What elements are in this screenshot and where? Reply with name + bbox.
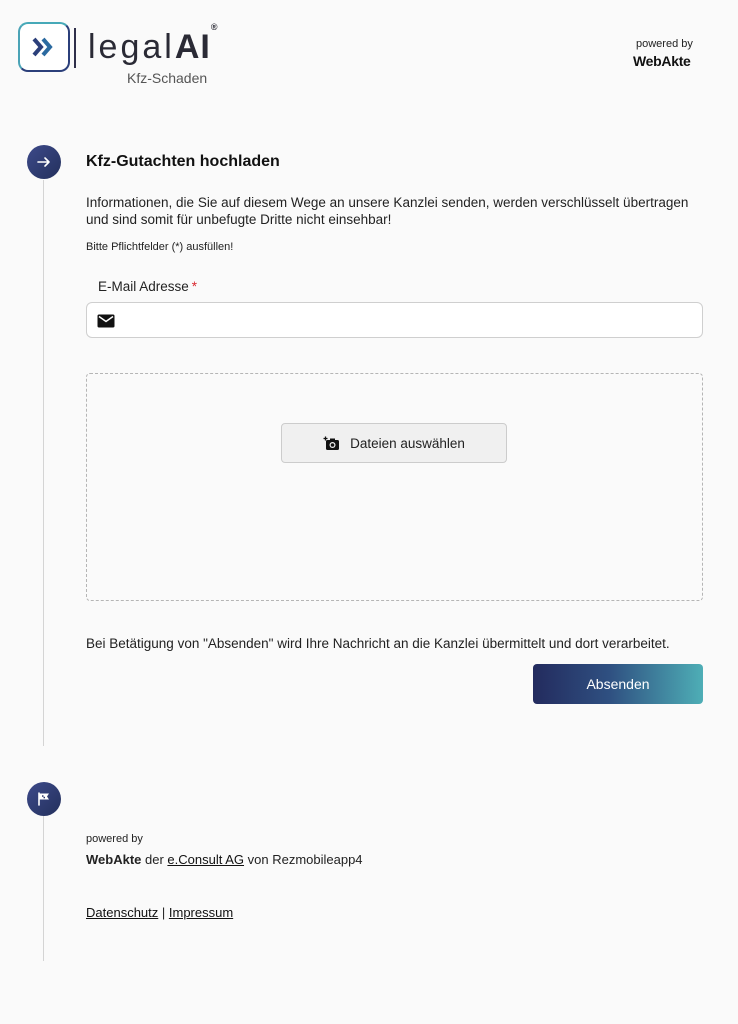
footer-powered-by: powered by [86,833,143,845]
end-marker [27,782,61,816]
file-dropzone[interactable] [86,373,703,601]
logo-wordmark: legalAI® [88,21,221,66]
select-files-button[interactable] [281,423,507,463]
camera-add-icon [323,436,340,451]
submit-button[interactable]: Absenden [533,664,703,704]
flag-icon [36,791,52,807]
double-chevron-icon [32,36,56,58]
timeline-line [43,180,44,746]
app-name: Rezmobileapp4 [272,852,363,867]
email-input[interactable] [125,304,699,338]
required-fields-note: Bitte Pflichtfelder (*) ausfüllen! [86,241,234,253]
logo-icon [18,22,70,72]
security-info-text: Informationen, die Sie auf diesem Wege an unsere Kanzlei senden, werden verschlüsselt übertragen und sind somit für unbefugte Dritte nicht einsehbar! [86,195,689,227]
footer-credit: WebAkte der e.Consult AG von Rezmobileapp4 [86,852,363,867]
imprint-link[interactable]: Impressum [168,905,234,920]
powered-by-label: powered by [636,38,693,50]
logo-divider [74,28,76,68]
email-field[interactable] [86,302,703,338]
mail-icon [97,314,115,328]
required-star: * [191,279,198,294]
page-title: Kfz-Gutachten hochladen [86,153,280,170]
select-files-label: Dateien auswählen [350,435,465,451]
arrow-right-icon [36,154,52,170]
privacy-link[interactable]: Datenschutz [86,905,159,920]
logo-subtitle: Kfz-Schaden [127,70,208,86]
company-link[interactable]: e.Consult AG [167,852,245,867]
webakte-logo: WebAkte [633,53,691,69]
step-marker [27,145,61,179]
timeline-line [43,815,44,961]
email-label: E-Mail Adresse * [98,279,198,294]
footer-links: Datenschutz | Impressum [86,905,234,920]
submit-info-text: Bei Betätigung von "Absenden" wird Ihre Nachricht an die Kanzlei übermittelt und dort verarbeitet. [86,636,670,651]
footer-brand: WebAkte [86,852,142,867]
